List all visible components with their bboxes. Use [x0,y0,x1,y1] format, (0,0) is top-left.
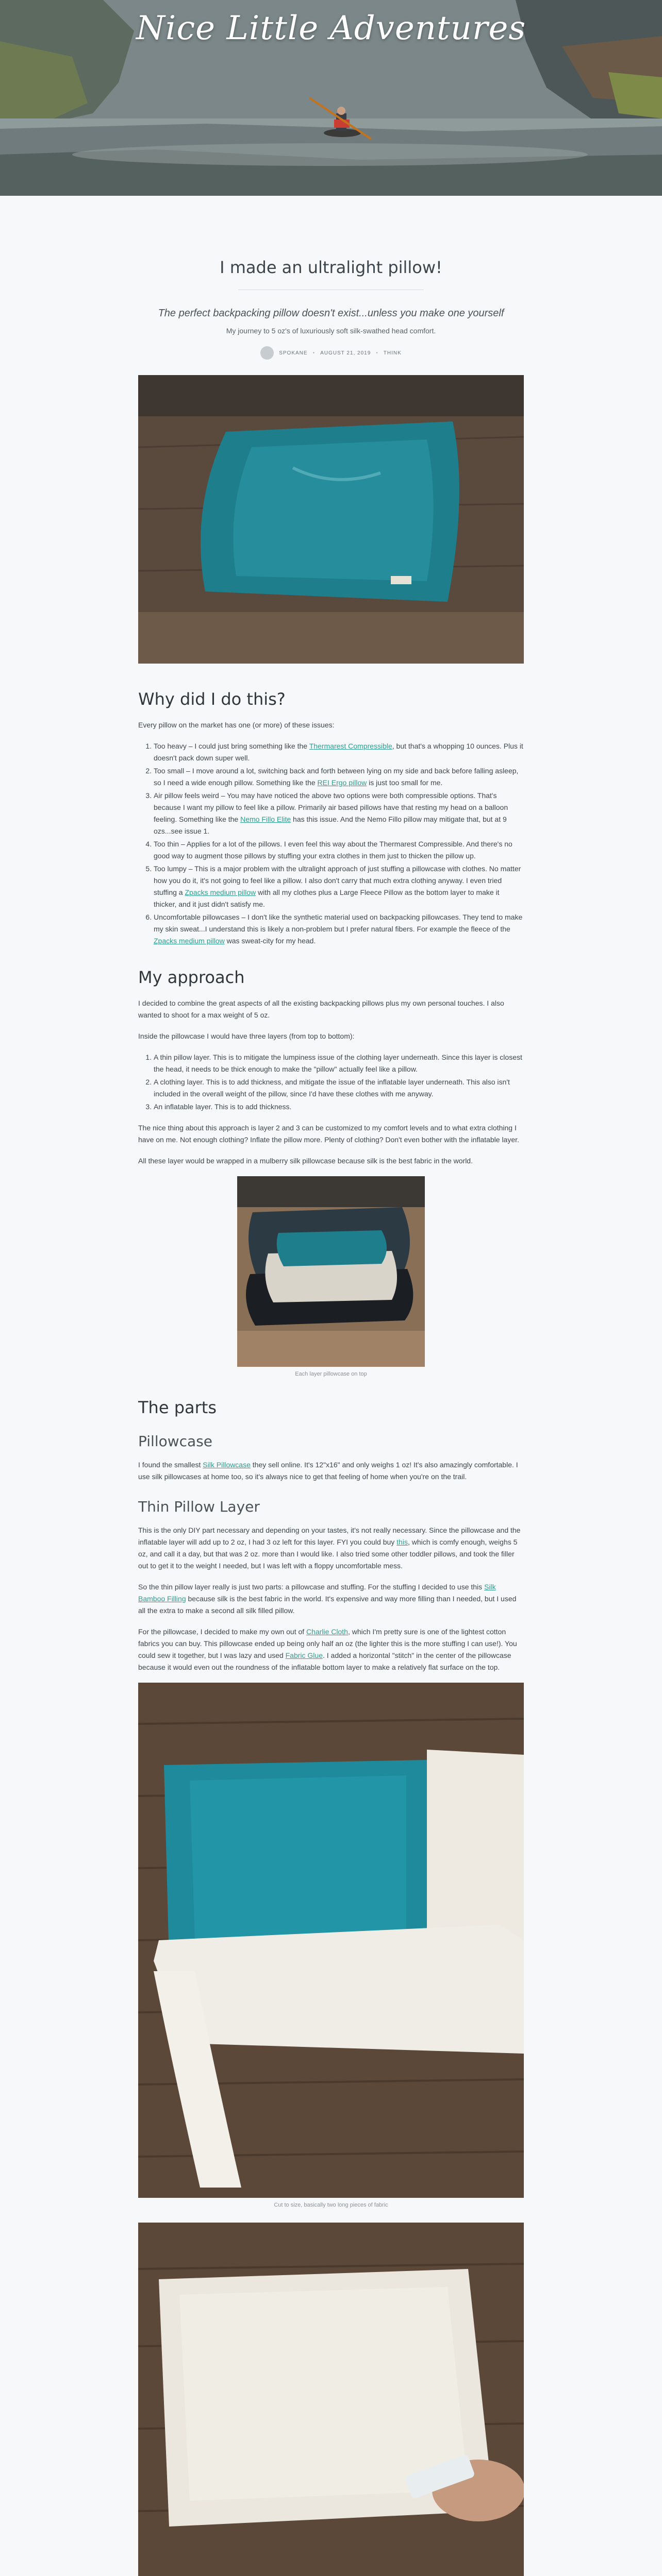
thin-layer-paragraph-2: So the thin pillow layer really is just two parts: a pillowcase and stuffing. For the stuffing I decided to use this Silk Bamboo Filling because silk is the best fabric in the world. It's expensive and way more filling than I needed, but I used all the extra to make a second all silk filled pillow. [138,1583,517,1615]
silk-pillowcase-link[interactable]: Silk Pillowcase [203,1461,251,1469]
product-link[interactable]: Thermarest Compressible [309,742,392,750]
post-content [138,247,524,2576]
author-name[interactable]: SPOKANE [279,350,308,356]
meta-separator: • [376,350,378,356]
silk-filling-link[interactable]: Silk Bamboo Filling [138,1583,496,1603]
product-link[interactable]: Zpacks medium pillow [154,937,225,945]
image-caption: Each layer pillowcase on top [295,1371,367,1377]
fabric-cut-image [138,1683,524,2198]
post-title: I made an ultralight pillow! [220,258,442,277]
meta-separator: • [312,350,316,356]
post-tagline: My journey to 5 oz's of luxuriously soft silk-swathed head comfort. [226,327,436,335]
site-title[interactable]: Nice Little Adventures [136,9,526,47]
list-item: 2. A clothing layer. This is to add thickness, and mitigate the issue of the inflatable layer underneath. This also isn't included in the overall weight of the pillow, since I'd have these clothes with me anyway. [154,1076,524,1100]
heading-why: Why did I do this? [138,689,286,709]
list-item: 1. A thin pillow layer. This is to mitigate the lumpiness issue of the clothing layer underneath. Since this layer is closest the head, it needs to be thick enough to make the "pillow" actually feel like a pillow. [154,1052,524,1075]
approach-paragraph-1: I decided to combine the great aspects of all the existing backpacking pillows plus my own personal touches. I also wanted to shoot for a max weight of 5 oz. [138,999,504,1019]
charlie-cloth-link[interactable]: Charlie Cloth [306,1628,348,1636]
product-link[interactable]: this [396,1538,408,1546]
heading-pillowcase: Pillowcase [138,1433,213,1450]
approach-paragraph-4: All these layer would be wrapped in a mulberry silk pillowcase because silk is the best fabric in the world. [138,1157,473,1165]
author-avatar[interactable] [260,346,274,360]
post-subtitle: The perfect backpacking pillow doesn't exist...unless you make one yourself [158,308,504,319]
list-item: 5. Too lumpy – This is a major problem with the ultralight approach of just stuffing a pillowcase with clothes. No matter how you do it, it's not going to feel like a pillow. I also don't carry that much extra clothing anyway. I even tried stuffing a Zpacks medium pillow with all my clothes plus a Large Fleece Pillow as the bottom layer to make it thicker, and it just didn't satisfy me. [154,863,524,910]
product-link[interactable]: Nemo Fillo Elite [240,815,291,823]
post-meta [138,346,524,360]
layer-list [138,1052,524,1113]
list-item: 4. Too thin – Applies for a lot of the pillows. I even feel this way about the Thermarest Compressible. And there's no good way to augment those pillows by stuffing your extra clothes in them just to thicken the pillow up. [154,838,524,862]
post-category[interactable]: THINK [383,350,402,356]
list-item: 6. Uncomfortable pillowcases – I don't like the synthetic material used on backpacking pillowcases. They tend to make my skin sweat...I understand this is likely a non-problem but I prefer natural fibers. For example the fleece of the Zpacks medium pillow was sweat-city for my head. [154,911,524,947]
thin-layer-paragraph-3: For the pillowcase, I decided to make my own out of Charlie Cloth, which I'm pretty sure is one of the lightest cotton fabrics you can buy. This pillowcase ended up being only half an oz (the lighter this is the more stuffing I can use!). You could sew it together, but I was lazy and used Fabric Glue. I added a horizontal "stitch" in the center of the pillowcase because it would even out the roundness of the inflatable bottom layer to make a relatively flat surface on the top. [138,1628,517,1671]
featured-pillow-image [138,375,524,664]
list-item: 2. Too small – I move around a lot, switching back and forth between lying on my side and back before falling asleep, so I need a wide enough pillow. Something like the REI Ergo pillow is just too small for me. [154,765,524,789]
heading-parts: The parts [138,1398,217,1417]
product-link[interactable]: Zpacks medium pillow [185,888,256,896]
fabric-gluing-image [138,2223,524,2576]
heading-thin-pillow-layer: Thin Pillow Layer [138,1498,260,1515]
thin-layer-paragraph-1: This is the only DIY part necessary and depending on your tastes, it's not really necessary. Since the pillowcase and the inflatable layer will add up to 2 oz, I had 3 oz left for this layer. FYI you could buy this, which is comfy enough, weighs 5 oz, and call it a day, but that was 2 oz. more than I would like. I also tried some other toddler pillows, and took the filler out to get it to the weight I needed, but I was left with a floppy uncomfortable mess. [138,1526,521,1570]
approach-paragraph-3: The nice thing about this approach is layer 2 and 3 can be customized to my comfort levels and to what extra clothing I have on me. Not enough clothing? Inflate the pillow more. Plenty of clothing? Don't even bother with the inflatable layer. [138,1124,519,1144]
fabric-glue-link[interactable]: Fabric Glue [285,1651,323,1659]
approach-paragraph-2: Inside the pillowcase I would have three layers (from top to bottom): [138,1032,355,1040]
why-intro: Every pillow on the market has one (or more) of these issues: [138,721,335,729]
why-issue-list [138,740,524,947]
hero-banner [0,0,662,196]
list-item: 3. An inflatable layer. This is to add thickness. [154,1101,524,1113]
post-date[interactable]: AUGUST 21, 2019 [320,350,371,356]
list-item: 1. Too heavy – I could just bring something like the Thermarest Compressible, but that's a whopping 10 ounces. Plus it doesn't pack down super well. [154,740,524,764]
heading-approach: My approach [138,968,245,987]
list-item: 3. Air pillow feels weird – You may have noticed the above two options were both compressible options. That's because I want my pillow to feel like a pillow. Primarily air based pillows have that resting my head on a balloon feeling. Something like the Nemo Fillo Elite has this issue. And the Nemo Fillo pillow may mitigate that, but at 9 ozs...see issue 1. [154,790,524,837]
pillowcase-paragraph: I found the smallest Silk Pillowcase they sell online. It's 12"x16" and only weighs 1 oz! It's also amazingly comfortable. I use silk pillowcases at home too, so it's always nice to get that feeling of home when you're on the trail. [138,1461,518,1481]
layered-pillow-image [237,1176,425,1367]
image-caption: Cut to size, basically two long pieces of fabric [274,2202,388,2208]
product-link[interactable]: REI Ergo pillow [317,778,367,787]
